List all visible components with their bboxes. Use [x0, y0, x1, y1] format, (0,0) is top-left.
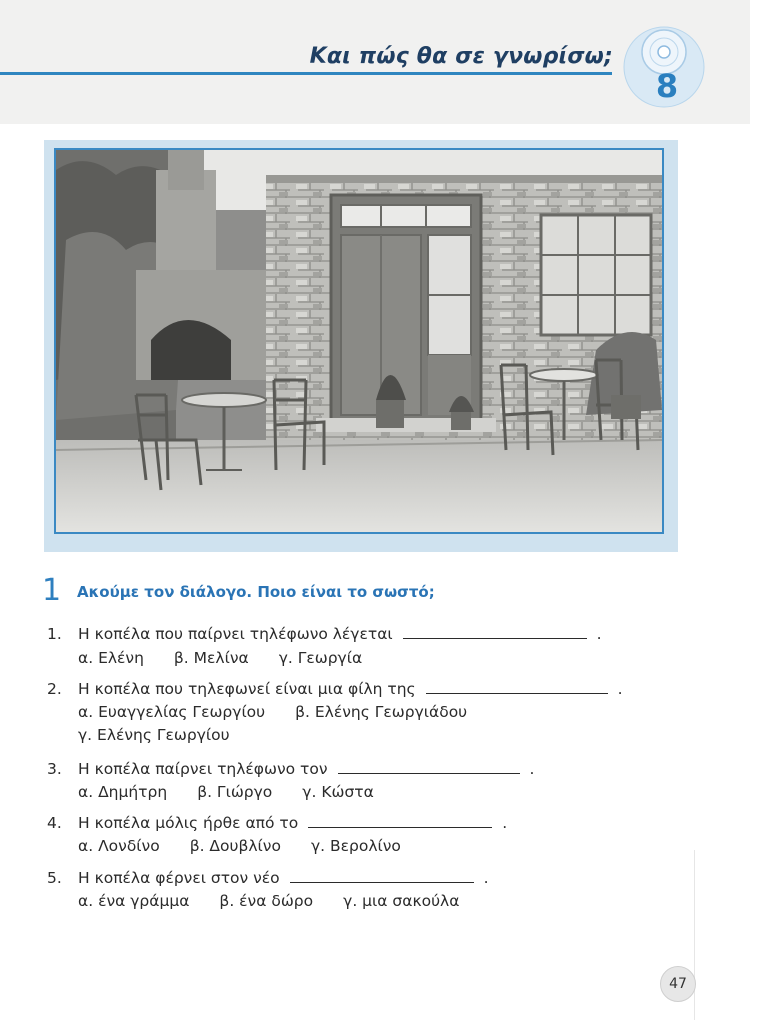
question-end: . — [617, 680, 623, 698]
photo-frame — [44, 140, 678, 552]
chapter-number: 8 — [655, 67, 679, 105]
question-number: 3. — [47, 760, 62, 778]
chapter-title: Και πώς θα σε γνωρίσω; — [309, 44, 613, 69]
option-c[interactable]: γ. μια σακούλα — [343, 892, 460, 910]
question-text — [78, 622, 602, 646]
options-row — [78, 723, 260, 747]
exercise-instruction: Ακούμε τον διάλογο. Ποιο είναι το σωστό; — [77, 583, 435, 601]
option-a[interactable]: α. Δημήτρη — [78, 783, 168, 801]
option-c[interactable]: γ. Ελένης Γεωργίου — [78, 726, 230, 744]
question-prompt: Η κοπέλα που παίρνει τηλέφωνο λέγεται — [78, 625, 393, 643]
question-number: 5. — [47, 869, 62, 887]
question-prompt: Η κοπέλα μόλις ήρθε από το — [78, 814, 299, 832]
options-row — [78, 700, 497, 724]
page-edge-line — [694, 850, 695, 1020]
exercise-number: 1 — [42, 573, 62, 608]
page-margin — [750, 0, 768, 1024]
option-b[interactable]: β. ένα δώρο — [219, 892, 314, 910]
option-b[interactable]: β. Ελένης Γεωργιάδου — [295, 703, 468, 721]
options-row — [78, 646, 392, 670]
option-a[interactable]: α. Ευαγγελίας Γεωργίου — [78, 703, 266, 721]
options-row — [78, 780, 404, 804]
question-text — [78, 757, 534, 781]
question-prompt: Η κοπέλα που τηλεφωνεί είναι μια φίλη της — [78, 680, 416, 698]
option-c[interactable]: γ. Βερολίνο — [310, 837, 401, 855]
question-prompt: Η κοπέλα φέρνει στον νέο — [78, 869, 280, 887]
answer-blank[interactable] — [426, 679, 608, 694]
option-b[interactable]: β. Γιώργο — [197, 783, 273, 801]
question-number: 1. — [47, 625, 62, 643]
option-b[interactable]: β. Δουβλίνο — [189, 837, 281, 855]
question-end: . — [483, 869, 489, 887]
option-c[interactable]: γ. Γεωργία — [278, 649, 363, 667]
question-number: 4. — [47, 814, 62, 832]
question-prompt: Η κοπέλα παίρνει τηλέφωνο τον — [78, 760, 328, 778]
question-text — [78, 677, 623, 701]
option-c[interactable]: γ. Κώστα — [302, 783, 374, 801]
answer-blank[interactable] — [290, 868, 474, 883]
answer-blank[interactable] — [338, 759, 520, 774]
chapter-title-rule — [0, 72, 612, 75]
courtyard-photo — [54, 148, 664, 534]
option-b[interactable]: β. Μελίνα — [173, 649, 249, 667]
options-row — [78, 834, 431, 858]
question-end: . — [596, 625, 602, 643]
option-a[interactable]: α. ένα γράμμα — [78, 892, 190, 910]
question-text — [78, 866, 489, 890]
question-text — [78, 811, 507, 835]
option-a[interactable]: α. Ελένη — [78, 649, 144, 667]
answer-blank[interactable] — [308, 813, 492, 828]
page-number: 47 — [669, 976, 687, 992]
option-a[interactable]: α. Λονδίνο — [78, 837, 160, 855]
question-end: . — [529, 760, 535, 778]
question-end: . — [502, 814, 508, 832]
question-number: 2. — [47, 680, 62, 698]
answer-blank[interactable] — [403, 624, 587, 639]
courtyard-illustration — [56, 150, 662, 532]
options-row — [78, 889, 489, 913]
